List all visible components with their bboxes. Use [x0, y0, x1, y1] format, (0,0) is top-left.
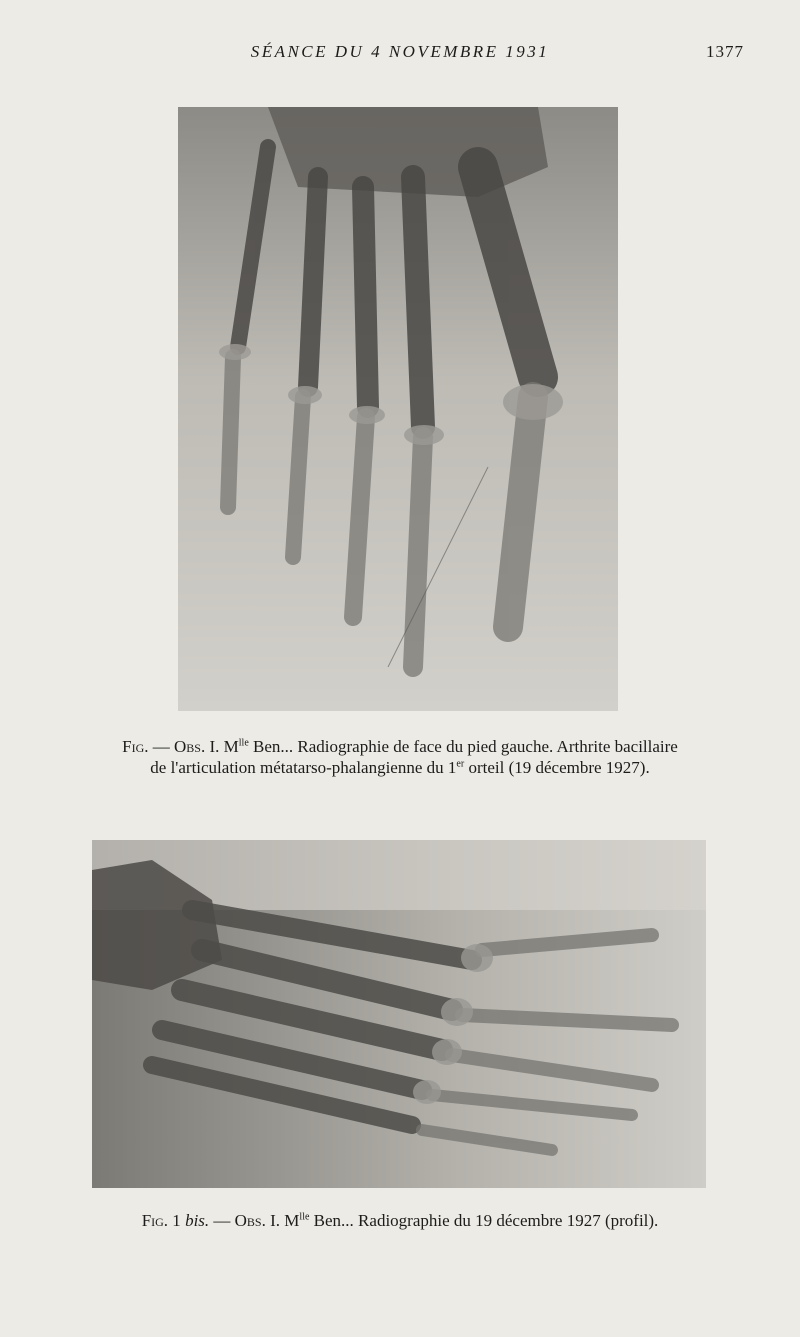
figure-1-obs: Obs.: [174, 737, 206, 756]
figure-2-title-sup: lle: [299, 1211, 310, 1223]
foot-xray-frontal-image: [178, 107, 618, 711]
figure-2-label: Fig. 1: [141, 1211, 181, 1230]
figure-1-line2-post: orteil (19 décembre 1927).: [468, 758, 650, 777]
figure-2-label-italic: bis.: [185, 1211, 210, 1230]
figure-2-rest: Ben... Radiographie du 19 décembre 1927 (profil).: [313, 1211, 659, 1230]
figure-1-obs-number: I.: [209, 737, 220, 756]
figure-1-ordinal: 1: [447, 758, 457, 777]
figure-1-label: Fig.: [122, 737, 149, 756]
foot-xray-frontal-drawing: [178, 107, 618, 711]
figure-2-dash: —: [213, 1211, 231, 1230]
figure-1-line1: Ben... Radiographie de face du pied gauche. Arthrite bacillaire: [253, 737, 678, 756]
figure-1-ordinal-sup: er: [456, 758, 465, 770]
foot-xray-lateral-image: [92, 840, 706, 1188]
figure-1-title-sup: lle: [238, 737, 249, 749]
running-head: [0, 42, 800, 66]
figure-2-caption: [40, 1210, 760, 1231]
figure-1-dash: —: [152, 737, 170, 756]
foot-xray-lateral-drawing: [92, 840, 706, 1188]
figure-1-caption: [40, 736, 760, 778]
running-title: SÉANCE DU 4 NOVEMBRE 1931: [250, 42, 550, 61]
figure-2-obs-number: I.: [270, 1211, 281, 1230]
figure-2-obs: Obs.: [234, 1211, 266, 1230]
figure-1-line2-pre: de l'articulation métatarso-phalangienne du: [150, 758, 444, 777]
figure-1-title-prefix: M: [223, 737, 239, 756]
page-number: 1377: [706, 42, 744, 61]
figure-2-title-prefix: M: [284, 1211, 300, 1230]
